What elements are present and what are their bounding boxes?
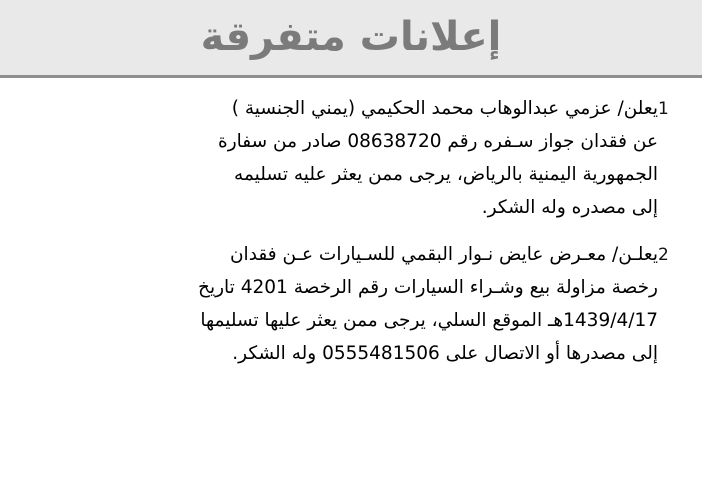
ad-line: إلى مصدره وله الشكر.	[481, 197, 658, 218]
ad-line: رخصة مزاولة بيع وشـراء السيارات رقم الرخصة 4201 تاريخ	[198, 277, 658, 298]
ad-line: يعلـن/ معـرض عايض نـوار البقمي للسـيارات عـن فقدان	[229, 244, 658, 265]
ad-text	[10, 92, 658, 224]
ad-line: الجمهورية اليمنية بالرياض، يرجى ممن يعثر عليه تسليمه	[234, 164, 658, 185]
ad-line: إلى مصدرها أو الاتصال على 0555481506 وله الشكر.	[232, 343, 658, 364]
list-item	[10, 238, 692, 370]
page-header	[0, 0, 702, 78]
ad-number: 2	[658, 245, 669, 265]
list-item	[10, 92, 692, 224]
ad-text	[10, 238, 658, 370]
ad-line: 1439/4/17هـ الموقع السلي، يرجى ممن يعثر عليها تسليمها	[200, 310, 658, 331]
ad-line: عن فقدان جواز سـفره رقم 08638720 صادر من سفارة	[218, 131, 658, 152]
ad-number: 1	[658, 99, 669, 119]
ad-line: يعلن/ عزمي عبدالوهاب محمد الحكيمي (يمني الجنسية )	[231, 98, 658, 119]
page-title: إعلانات متفرقة	[200, 14, 502, 60]
ads-list	[0, 78, 702, 370]
